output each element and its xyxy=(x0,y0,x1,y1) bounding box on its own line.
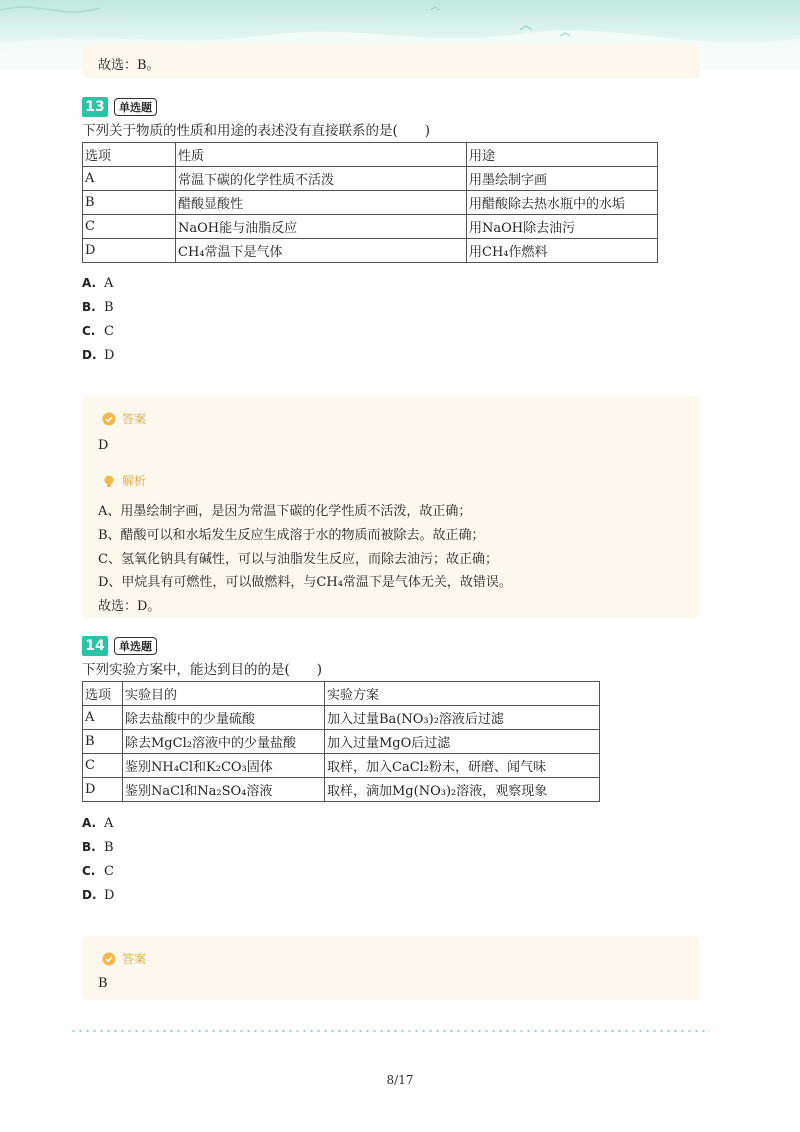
footer-divider xyxy=(70,1030,710,1032)
table-cell: NaOH能与油脂反应 xyxy=(176,215,467,239)
option-text: C xyxy=(104,323,114,339)
question-14-options xyxy=(82,811,114,907)
analysis-label-text: 解析 xyxy=(122,474,147,488)
table-cell: 醋酸显酸性 xyxy=(176,191,467,215)
table-cell: B xyxy=(83,191,176,215)
option-d[interactable] xyxy=(82,883,114,907)
table-row xyxy=(83,191,658,215)
option-text: A xyxy=(104,815,114,831)
option-a[interactable] xyxy=(82,271,114,295)
table-cell: D xyxy=(83,778,123,802)
question-type-badge: 单选题 xyxy=(114,98,157,116)
question-13-header xyxy=(82,97,157,117)
answer-label-text: 答案 xyxy=(122,952,147,966)
table-header-cell: 实验方案 xyxy=(325,682,600,706)
option-letter: C. xyxy=(82,864,96,878)
table-header-row xyxy=(83,143,658,167)
question-number: 13 xyxy=(82,97,108,117)
table-cell: 取样，加入CaCl₂粉末，研磨、闻气味 xyxy=(325,754,600,778)
question-14-stem: 下列实验方案中，能达到目的的是( ) xyxy=(82,662,323,678)
question-13-options xyxy=(82,271,114,367)
analysis-line: C、氢氧化钠具有碱性，可以与油脂发生反应，而除去油污；故正确； xyxy=(98,552,498,567)
answer-label-text: 答案 xyxy=(122,412,147,426)
answer-value: D xyxy=(98,438,109,453)
option-letter: B. xyxy=(82,840,96,854)
analysis-label xyxy=(102,472,146,489)
check-circle-icon xyxy=(102,952,116,966)
option-text: D xyxy=(104,347,115,363)
previous-answer-text: 故选：B。 xyxy=(98,58,160,73)
table-header-cell: 用途 xyxy=(467,143,658,167)
table-cell: 用墨绘制字画 xyxy=(467,167,658,191)
table-cell: 加入过量Ba(NO₃)₂溶液后过滤 xyxy=(325,706,600,730)
question-13-answer-box xyxy=(82,396,700,618)
table-cell: 除去MgCl₂溶液中的少量盐酸 xyxy=(123,730,325,754)
answer-label xyxy=(102,950,146,967)
table-cell: A xyxy=(83,706,123,730)
option-letter: C. xyxy=(82,324,96,338)
analysis-line: D、甲烷具有可燃性，可以做燃料，与CH₄常温下是气体无关，故错误。 xyxy=(98,575,512,590)
table-cell: A xyxy=(83,167,176,191)
option-letter: D. xyxy=(82,348,97,362)
table-cell: 常温下碳的化学性质不活泼 xyxy=(176,167,467,191)
table-cell: D xyxy=(83,239,176,263)
table-cell: 取样，滴加Mg(NO₃)₂溶液，观察现象 xyxy=(325,778,600,802)
option-text: B xyxy=(104,839,114,855)
table-row xyxy=(83,754,600,778)
table-row xyxy=(83,215,658,239)
table-header-row xyxy=(83,682,600,706)
option-letter: A. xyxy=(82,816,97,830)
option-text: D xyxy=(104,887,115,903)
check-circle-icon xyxy=(102,412,116,426)
analysis-line: B、醋酸可以和水垢发生反应生成溶于水的物质而被除去。故正确； xyxy=(98,528,485,543)
table-header-cell: 选项 xyxy=(83,682,123,706)
question-type-badge: 单选题 xyxy=(114,637,157,655)
question-14-table xyxy=(82,681,600,802)
table-row xyxy=(83,239,658,263)
option-text: B xyxy=(104,299,114,315)
option-a[interactable] xyxy=(82,811,114,835)
table-row xyxy=(83,778,600,802)
table-cell: C xyxy=(83,215,176,239)
analysis-line: A、用墨绘制字画，是因为常温下碳的化学性质不活泼，故正确； xyxy=(98,504,472,519)
option-letter: A. xyxy=(82,276,97,290)
table-header-cell: 选项 xyxy=(83,143,176,167)
table-header-cell: 实验目的 xyxy=(123,682,325,706)
table-cell: 加入过量MgO后过滤 xyxy=(325,730,600,754)
table-row xyxy=(83,706,600,730)
table-row xyxy=(83,730,600,754)
table-cell: CH₄常温下是气体 xyxy=(176,239,467,263)
question-number: 14 xyxy=(82,636,108,656)
question-14-header xyxy=(82,636,157,656)
table-cell: 用NaOH除去油污 xyxy=(467,215,658,239)
option-text: C xyxy=(104,863,114,879)
table-cell: C xyxy=(83,754,123,778)
question-14-answer-box xyxy=(82,936,700,1000)
table-cell: 鉴别NaCl和Na₂SO₄溶液 xyxy=(123,778,325,802)
option-c[interactable] xyxy=(82,319,114,343)
table-row xyxy=(83,167,658,191)
option-letter: D. xyxy=(82,888,97,902)
table-cell: 除去盐酸中的少量硫酸 xyxy=(123,706,325,730)
previous-answer-box xyxy=(82,44,700,78)
table-header-cell: 性质 xyxy=(176,143,467,167)
option-b[interactable] xyxy=(82,835,114,859)
option-d[interactable] xyxy=(82,343,114,367)
table-cell: B xyxy=(83,730,123,754)
option-letter: B. xyxy=(82,300,96,314)
question-13-stem: 下列关于物质的性质和用途的表述没有直接联系的是( ) xyxy=(82,123,431,139)
page-number: 8/17 xyxy=(386,1073,414,1087)
table-cell: 用CH₄作燃料 xyxy=(467,239,658,263)
table-cell: 鉴别NH₄Cl和K₂CO₃固体 xyxy=(123,754,325,778)
question-13-table xyxy=(82,142,658,263)
answer-value: B xyxy=(98,976,108,991)
analysis-line: 故选：D。 xyxy=(98,599,161,614)
table-cell: 用醋酸除去热水瓶中的水垢 xyxy=(467,191,658,215)
option-text: A xyxy=(104,275,114,291)
option-b[interactable] xyxy=(82,295,114,319)
lightbulb-icon xyxy=(102,474,116,488)
option-c[interactable] xyxy=(82,859,114,883)
answer-label xyxy=(102,410,146,427)
